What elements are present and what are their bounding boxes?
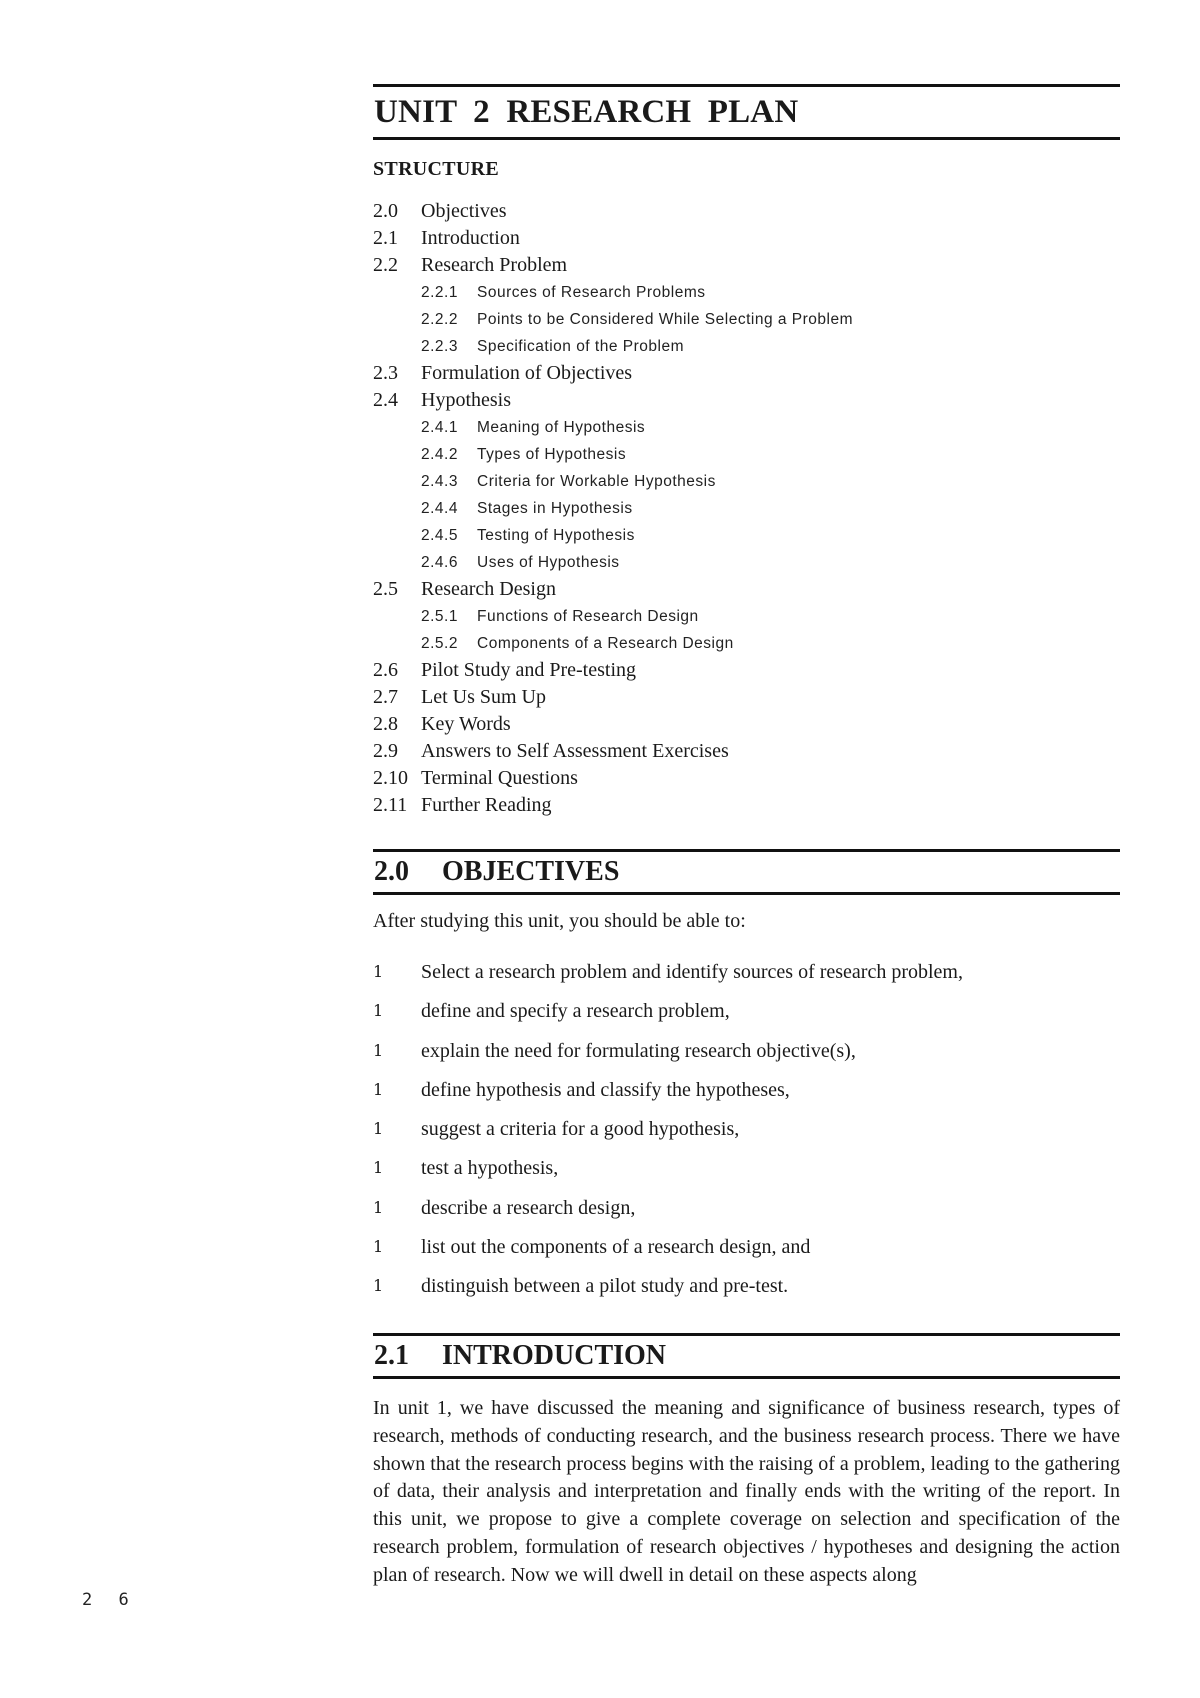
bullet-marker: 1 [373,1197,384,1217]
toc-subitem[interactable] [373,306,1120,333]
toc-subitem[interactable] [373,522,1120,549]
toc-label: Criteria for Workable Hypothesis [477,473,716,490]
toc-label: Research Problem [421,254,568,276]
toc-number: 2.10 [373,767,408,789]
section-number: 2.1 [374,1340,409,1371]
list-item [373,1233,1120,1272]
objectives-heading-block [373,849,1120,895]
toc-label: Testing of Hypothesis [477,527,635,544]
toc-item[interactable] [373,765,1120,792]
toc-item[interactable] [373,576,1120,603]
bullet-marker: 1 [373,1276,384,1296]
objectives-intro: After studying this unit, you should be able to: [373,910,746,932]
toc-subitem[interactable] [373,279,1120,306]
toc-number: 2.5.2 [421,635,458,652]
objectives-list [373,958,1120,1312]
toc-label: Functions of Research Design [477,608,699,625]
list-item [373,958,1120,997]
list-item [373,1194,1120,1233]
list-item [373,1154,1120,1193]
toc-item[interactable] [373,252,1120,279]
unit-title-block [373,84,1120,140]
bullet-marker: 1 [373,1158,384,1178]
introduction-paragraph: In unit 1, we have discussed the meaning and significance of business research, types of research, methods of conducting research, and the business research process. There we have shown that the research process begins with the raising of a problem, leading to the gathering of data, their analysis and interpretation and finally ends with the writing of the report. In this unit, we propose to give a complete coverage on selection and specification of the research problem, formulation of research objectives / hypotheses and designing the action plan of research. Now we will dwell in detail on these aspects along [373,1397,1120,1586]
toc-label: Stages in Hypothesis [477,500,633,517]
introduction-heading-block [373,1333,1120,1379]
list-item [373,1076,1120,1115]
toc-number: 2.4.6 [421,554,458,571]
toc-subitem[interactable] [373,333,1120,360]
toc-number: 2.4 [373,389,398,411]
introduction-bottom-rule [373,1376,1120,1379]
toc-item[interactable] [373,711,1120,738]
toc-label: Research Design [421,578,556,600]
toc-item[interactable] [373,225,1120,252]
toc-label: Points to be Considered While Selecting a Problem [477,311,854,328]
objective-text: distinguish between a pilot study and pre-test. [421,1275,789,1298]
toc-subitem[interactable] [373,468,1120,495]
bullet-marker: 1 [373,1001,384,1021]
toc-number: 2.9 [373,740,398,762]
toc-number: 2.4.2 [421,446,458,463]
toc-item[interactable] [373,738,1120,765]
objectives-bottom-rule [373,892,1120,895]
toc-number: 2.5 [373,578,398,600]
toc-number: 2.2.2 [421,311,458,328]
toc-label: Introduction [421,227,520,249]
toc-number: 2.5.1 [421,608,458,625]
page-number: 2 6 [82,1590,137,1610]
toc-label: Types of Hypothesis [477,446,627,463]
list-item [373,997,1120,1036]
objective-text: suggest a criteria for a good hypothesis, [421,1118,740,1141]
toc-label: Let Us Sum Up [421,686,546,708]
bullet-marker: 1 [373,1040,384,1060]
introduction-heading [373,1336,1120,1376]
objective-text: define and specify a research problem, [421,1000,730,1023]
toc-label: Pilot Study and Pre-testing [421,659,636,681]
bullet-marker: 1 [373,1119,384,1139]
section-title: OBJECTIVES [442,856,620,887]
toc-label: Meaning of Hypothesis [477,419,646,436]
toc-number: 2.2.1 [421,284,458,301]
objective-text: define hypothesis and classify the hypotheses, [421,1078,790,1101]
toc-number: 2.7 [373,686,398,708]
toc-subitem[interactable] [373,495,1120,522]
list-item [373,1037,1120,1076]
objectives-heading [373,852,1120,892]
toc-item[interactable] [373,360,1120,387]
toc-number: 2.6 [373,659,398,681]
toc-subitem[interactable] [373,603,1120,630]
toc-item[interactable] [373,198,1120,225]
toc-label: Terminal Questions [421,767,578,789]
toc-number: 2.4.1 [421,419,458,436]
toc-item[interactable] [373,684,1120,711]
objective-text: describe a research design, [421,1196,636,1219]
toc-number: 2.2.3 [421,338,458,355]
toc-label: Hypothesis [421,389,511,411]
toc-label: Further Reading [421,794,552,816]
toc-subitem[interactable] [373,414,1120,441]
bullet-marker: 1 [373,1237,384,1257]
objective-text: explain the need for formulating research objective(s), [421,1039,856,1062]
toc-number: 2.0 [373,200,398,222]
toc-number: 2.3 [373,362,398,384]
toc-number: 2.4.5 [421,527,458,544]
section-title: INTRODUCTION [442,1340,667,1371]
toc-number: 2.4.3 [421,473,458,490]
toc-number: 2.1 [373,227,398,249]
bullet-marker: 1 [373,962,384,981]
toc-label: Uses of Hypothesis [477,554,620,571]
toc-number: 2.4.4 [421,500,458,517]
list-item [373,1115,1120,1154]
toc-subitem[interactable] [373,549,1120,576]
toc-item[interactable] [373,387,1120,414]
toc-number: 2.11 [373,794,408,816]
toc-label: Key Words [421,713,511,735]
toc-number: 2.8 [373,713,398,735]
toc-label: Components of a Research Design [477,635,734,652]
toc-label: Answers to Self Assessment Exercises [421,740,729,762]
toc-item[interactable] [373,657,1120,684]
structure-heading: STRUCTURE [373,158,500,180]
toc-label: Formulation of Objectives [421,362,633,384]
unit-title: UNIT 2 RESEARCH PLAN [374,94,799,130]
toc-label: Specification of the Problem [477,338,684,355]
toc-subitem[interactable] [373,441,1120,468]
section-number: 2.0 [374,856,409,887]
toc-subitem[interactable] [373,630,1120,657]
objective-text: list out the components of a research design, and [421,1236,811,1259]
toc-item[interactable] [373,792,1120,819]
toc-label: Objectives [421,200,507,222]
objective-text: Select a research problem and identify sources of research problem, [421,961,963,983]
objective-text: test a hypothesis, [421,1157,559,1180]
bullet-marker: 1 [373,1079,384,1099]
list-item [373,1272,1120,1311]
table-of-contents [373,198,1120,819]
title-bottom-rule [373,137,1120,140]
toc-label: Sources of Research Problems [477,284,706,301]
toc-number: 2.2 [373,254,398,276]
